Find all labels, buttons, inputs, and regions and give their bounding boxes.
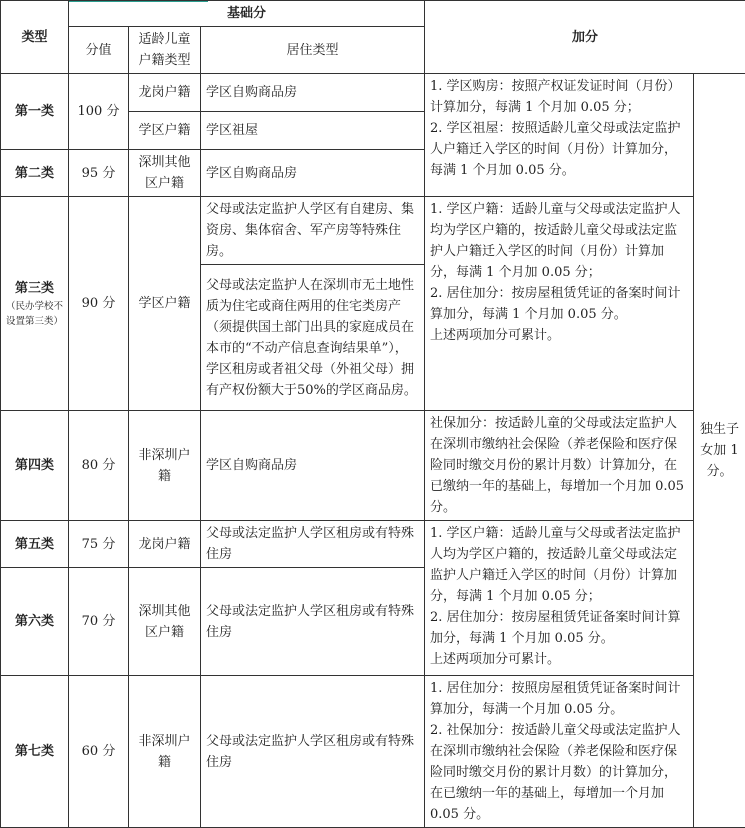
category-3-note: （民办学校不设置第三类）	[6, 299, 63, 329]
header-base-score: 基础分	[69, 1, 425, 27]
score-4: 80 分	[69, 411, 129, 521]
bonus-4-line-3: 上述两项加分可累计。	[430, 649, 688, 670]
category-3-label: 第三类	[15, 281, 54, 296]
category-5: 第五类	[1, 521, 69, 568]
score-6: 70 分	[69, 568, 129, 676]
only-child-bonus: 独生子女加 1 分。	[694, 74, 745, 828]
housing-3b: 父母或法定监护人在深圳市无土地性质为住宅或商住两用的住宅类房产（须提供国土部门出具的家庭成员在本市的“不动产信息查询结果单”），学区租房或者祖父母（外祖父母）拥有产权份额大于50%的学区商品房。	[201, 265, 425, 411]
hukou-6: 深圳其他区户籍	[129, 568, 201, 676]
hukou-1a: 龙岗户籍	[129, 74, 201, 112]
hukou-1b: 学区户籍	[129, 112, 201, 150]
category-3	[1, 197, 69, 411]
housing-5: 父母或法定监护人学区租房或有特殊住房	[201, 521, 425, 568]
housing-3a: 父母或法定监护人学区有自建房、集资房、集体宿舍、军产房等特殊住房。	[201, 197, 425, 265]
housing-6: 父母或法定监护人学区租房或有特殊住房	[201, 568, 425, 676]
housing-1a: 学区自购商品房	[201, 74, 425, 112]
score-2: 95 分	[69, 150, 129, 197]
hukou-3: 学区户籍	[129, 197, 201, 411]
hukou-2: 深圳其他区户籍	[129, 150, 201, 197]
housing-2: 学区自购商品房	[201, 150, 425, 197]
bonus-2-line-3: 上述两项加分可累计。	[430, 325, 688, 346]
bonus-3-line-1: 社保加分：按适龄儿童的父母或法定监护人在深圳市缴纳社会保险（养老保险和医疗保险同时缴交月份的累计月数）计算加分，在已缴纳一年的基础上，每增加一个月加 0.05 分。	[430, 413, 688, 518]
bonus-4-line-2: 2. 居住加分：按房屋租赁凭证备案时间计算加分，每满 1 个月加 0.05 分。	[430, 607, 688, 649]
hukou-5: 龙岗户籍	[129, 521, 201, 568]
bonus-rule-1	[425, 74, 694, 197]
header-type: 类型	[1, 1, 69, 74]
bonus-rule-5	[425, 676, 694, 828]
bonus-4-line-1: 1. 学区户籍：适龄儿童与父母或者法定监护人均为学区户籍的，按适龄儿童父母或法定监护人户籍迁入学区的时间（月份）计算加分，每满 1 个月加 0.05 分；	[430, 523, 688, 607]
header-housing-type: 居住类型	[201, 27, 425, 74]
bonus-1-line-1: 1. 学区购房：按照产权证发证时间（月份）计算加分，每满 1 个月加 0.05 分；	[430, 76, 688, 118]
category-6: 第六类	[1, 568, 69, 676]
bonus-rule-3	[425, 411, 694, 521]
bonus-rule-2	[425, 197, 694, 411]
category-1: 第一类	[1, 74, 69, 150]
score-7: 60 分	[69, 676, 129, 828]
housing-4: 学区自购商品房	[201, 411, 425, 521]
bonus-5-line-2: 2. 社保加分：按适龄儿童父母或法定监护人在深圳市缴纳社会保险（养老保险和医疗保险同时缴交月份的累计月数）的计算加分，在已缴纳一年的基础上，每增加一个月加 0.05 分。	[430, 720, 688, 825]
header-score-value: 分值	[69, 27, 129, 74]
housing-1b: 学区祖屋	[201, 112, 425, 150]
score-1: 100 分	[69, 74, 129, 150]
hukou-7: 非深圳户籍	[129, 676, 201, 828]
category-7: 第七类	[1, 676, 69, 828]
score-5: 75 分	[69, 521, 129, 568]
bonus-2-line-1: 1. 学区户籍：适龄儿童与父母或法定监护人均为学区户籍的，按适龄儿童父母或法定监护人户籍迁入学区的时间（月份）计算加分，每满 1 个月加 0.05 分；	[430, 199, 688, 283]
bonus-rule-4	[425, 521, 694, 676]
hukou-4: 非深圳户籍	[129, 411, 201, 521]
bonus-1-line-2: 2. 学区祖屋：按照适龄儿童父母或法定监护人户籍迁入学区的时间（月份）计算加分，每满 1 个月加 0.05 分。	[430, 118, 688, 181]
housing-7: 父母或法定监护人学区租房或有特殊住房	[201, 676, 425, 828]
bonus-2-line-2: 2. 居住加分：按房屋租赁凭证的备案时间计算加分，每满 1 个月加 0.05 分。	[430, 283, 688, 325]
header-bonus: 加分	[425, 1, 745, 74]
category-2: 第二类	[1, 150, 69, 197]
header-hukou-type: 适龄儿童户籍类型	[129, 27, 201, 74]
category-4: 第四类	[1, 411, 69, 521]
bonus-5-line-1: 1. 居住加分：按照房屋租赁凭证备案时间计算加分，每满一个月加 0.05 分。	[430, 678, 688, 720]
score-3: 90 分	[69, 197, 129, 411]
